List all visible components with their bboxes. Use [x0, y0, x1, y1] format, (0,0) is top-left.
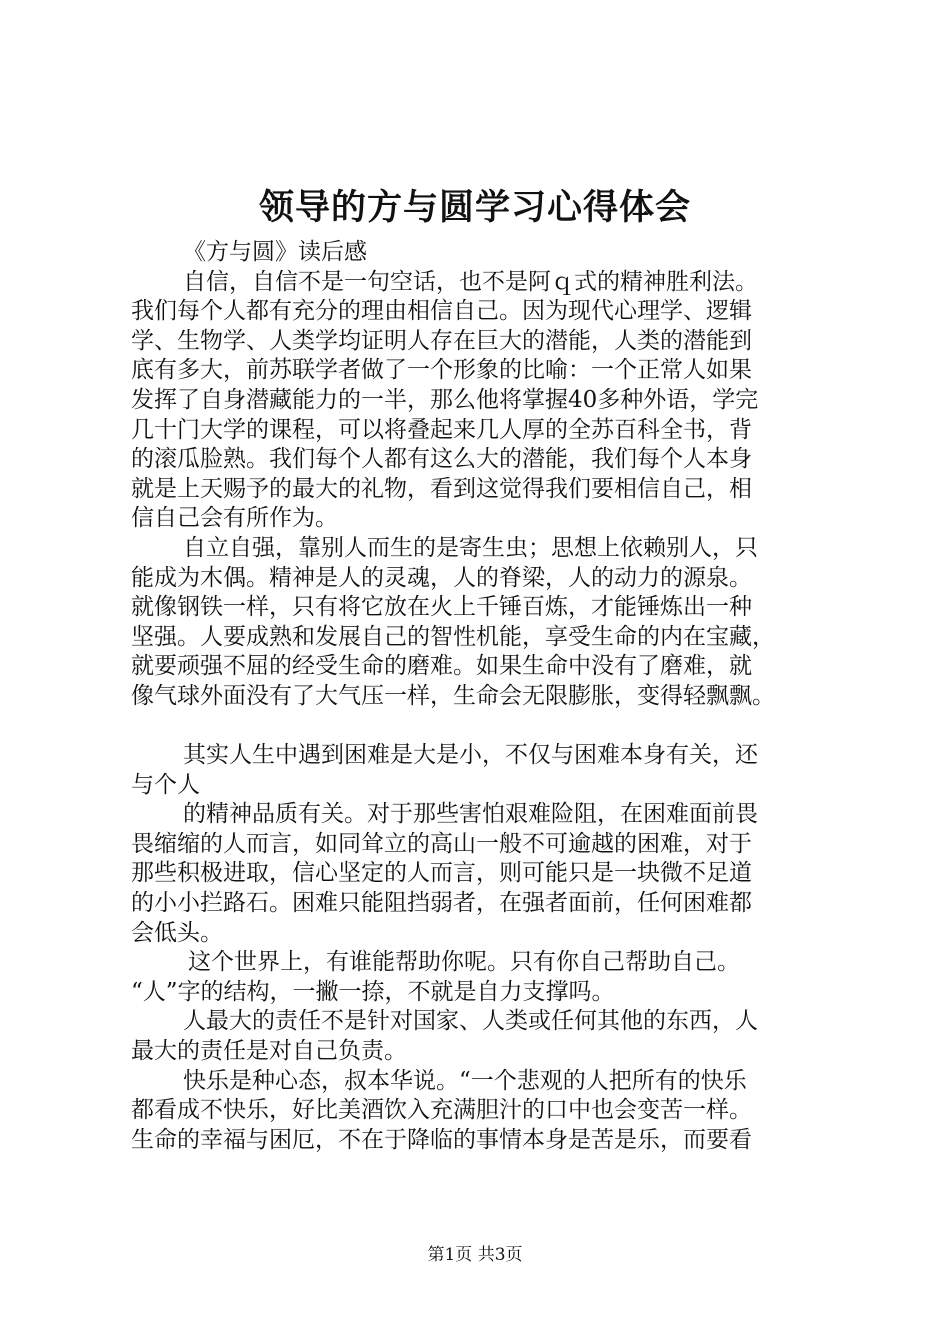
page-footer: 第1页 共3页 [427, 1245, 523, 1265]
body-line: 那些积极进取，信心坚定的人而言，则可能只是一块微不足道 [131, 860, 752, 887]
body-line: 生命的幸福与困厄，不在于降临的事情本身是苦是乐，而要看 [131, 1126, 752, 1153]
body-line: 像气球外面没有了大气压一样，生命会无限膨胀，变得轻飘飘。 [131, 682, 775, 709]
body-line: 的精神品质有关。对于那些害怕艰难险阻，在困难面前畏 [183, 801, 758, 828]
body-line: 几十门大学的课程，可以将叠起来几人厚的全苏百科全书，背 [131, 416, 752, 443]
body-line: 这个世界上，有谁能帮助你呢。只有你自己帮助自己。 [188, 949, 740, 976]
body-line: “人”字的结构，一撇一捺，不就是自力支撑吗。 [131, 978, 615, 1005]
document-title: 领导的方与圆学习心得体会 [258, 187, 691, 228]
body-line: 畏缩缩的人而言，如同耸立的高山一般不可逾越的困难，对于 [131, 830, 752, 857]
body-line: 底有多大，前苏联学者做了一个形象的比喻：一个正常人如果 [131, 357, 752, 384]
body-line: 就要顽强不屈的经受生命的磨难。如果生命中没有了磨难，就 [131, 653, 752, 680]
body-line: 我们每个人都有充分的理由相信自己。因为现代心理学、逻辑 [131, 298, 752, 325]
body-line: 自立自强，靠别人而生的是寄生虫；思想上依赖别人，只 [183, 534, 758, 561]
body-line: 自信，自信不是一句空话，也不是阿ｑ式的精神胜利法。 [183, 268, 758, 295]
body-line: 都看成不快乐，好比美酒饮入充满胆汁的口中也会变苦一样。 [131, 1097, 752, 1124]
body-line: 快乐是种心态，叔本华说。“一个悲观的人把所有的快乐 [183, 1067, 747, 1094]
body-line: 就像钢铁一样，只有将它放在火上千锤百炼，才能锤炼出一种 [131, 594, 752, 621]
body-line: 的滚瓜脸熟。我们每个人都有这么大的潜能，我们每个人本身 [131, 446, 752, 473]
blank-line [131, 712, 831, 742]
body-line: 信自己会有所作为。 [131, 505, 338, 532]
body-line: 其实人生中遇到困难是大是小，不仅与困难本身有关，还 [183, 742, 758, 769]
body-line: 就是上天赐予的最大的礼物，看到这觉得我们要相信自己，相 [131, 475, 752, 502]
document-body [131, 238, 831, 1155]
body-line: 《方与圆》读后感 [183, 239, 367, 265]
body-line: 人最大的责任不是针对国家、人类或任何其他的东西，人 [183, 1008, 758, 1035]
body-line: 学、生物学、人类学均证明人存在巨大的潜能，人类的潜能到 [131, 327, 752, 354]
body-line: 坚强。人要成熟和发展自己的智性机能，享受生命的内在宝藏， [131, 623, 775, 650]
body-line: 的小小拦路石。困难只能阻挡弱者，在强者面前，任何困难都 [131, 890, 752, 917]
body-line: 能成为木偶。精神是人的灵魂，人的脊梁，人的动力的源泉。 [131, 564, 752, 591]
body-line: 会低头。 [131, 919, 223, 946]
body-line: 发挥了自身潜藏能力的一半，那么他将掌握40多种外语，学完 [131, 386, 759, 413]
body-line: 与个人 [131, 771, 200, 798]
body-line: 最大的责任是对自己负责。 [131, 1038, 407, 1065]
